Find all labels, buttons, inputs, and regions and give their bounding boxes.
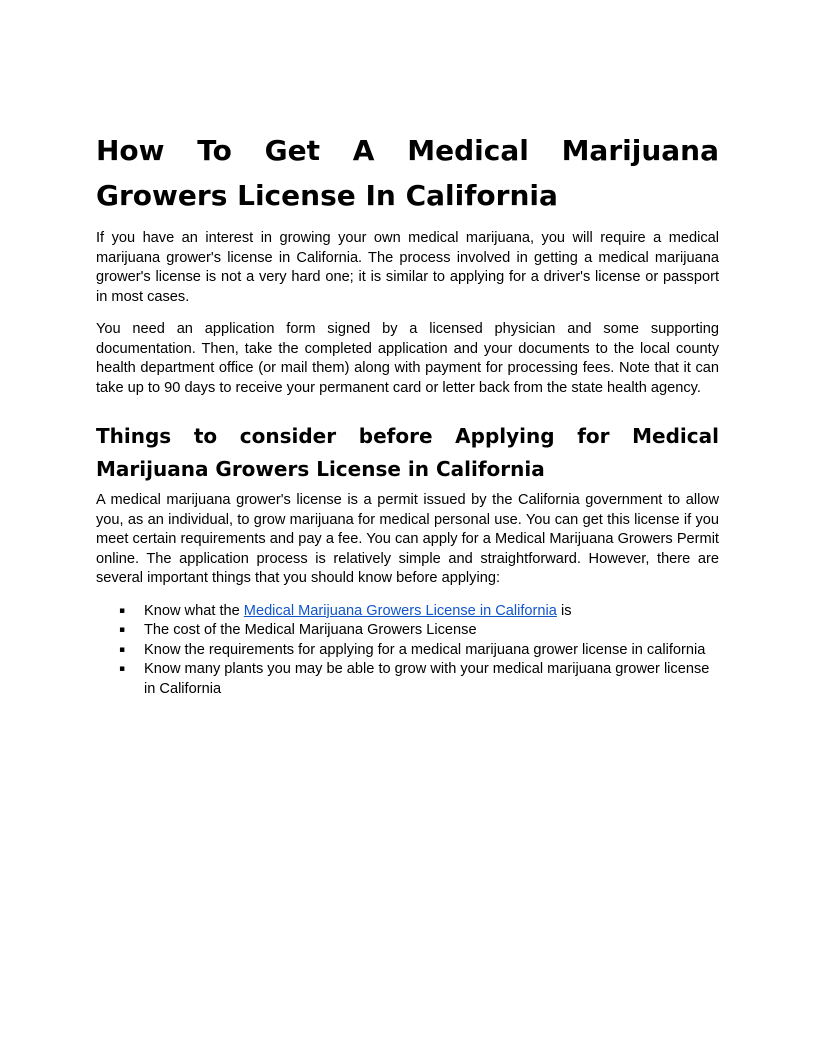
list-item [119, 602, 719, 622]
list-item [119, 660, 719, 699]
list-item [119, 641, 719, 661]
bullet-icon: ▪ [119, 644, 126, 655]
considerations-list [96, 602, 719, 700]
license-link[interactable]: Medical Marijuana Growers License in California [243, 602, 557, 619]
intro-paragraph-1: If you have an interest in growing your own medical marijuana, you will require a medical marijuana grower's license in California. The process involved in getting a medical marijuana grower's license is not a very hard one; it is similar to applying for a driver's license or passport in most cases. [96, 230, 719, 305]
list-item [119, 621, 719, 641]
list-item-text-suffix: is [556, 602, 572, 619]
bullet-icon: ▪ [119, 605, 126, 616]
intro-paragraph-2: You need an application form signed by a licensed physician and some supporting documentation. Then, take the completed application and your documents to the local county health department office (or mail them) along with payment for processing fees. Note that it can take up to 90 days to receive your permanent card or letter back from the state health agency. [96, 321, 719, 396]
list-item-text: The cost of the Medical Marijuana Growers License [144, 622, 477, 638]
page-title: How To Get A Medical Marijuana Growers License In California [96, 134, 719, 212]
list-item-text: Know many plants you may be able to grow with your medical marijuana grower license in California [144, 661, 710, 697]
list-item-text-prefix: Know what the [144, 602, 244, 619]
bullet-icon: ▪ [119, 625, 126, 635]
section-heading: Things to consider before Applying for Medical Marijuana Growers License in California [96, 424, 719, 481]
document-page [96, 128, 719, 699]
list-item-text: Know the requirements for applying for a medical marijuana grower license in california [144, 641, 706, 658]
section-paragraph: A medical marijuana grower's license is a permit issued by the California government to allow you, as an individual, to grow marijuana for medical personal use. You can get this license if you meet certain requirements and pay a fee. You can apply for a Medical Marijuana Growers Permit online. The application process is relatively simple and straightforward. However, there are several important things that you should know before applying: [96, 492, 719, 586]
bullet-icon: ▪ [119, 664, 126, 674]
